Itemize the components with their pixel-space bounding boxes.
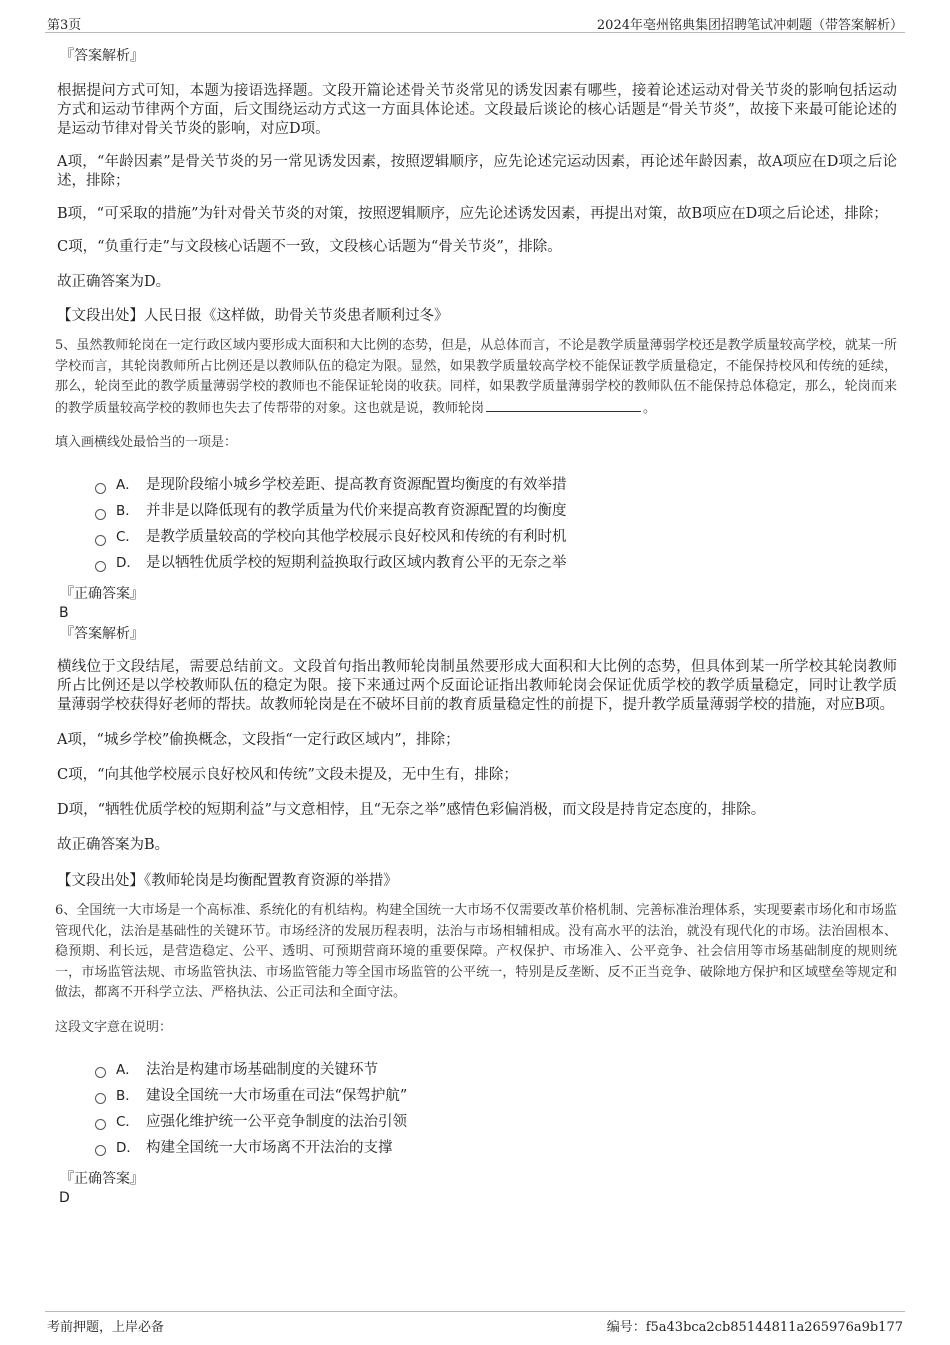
correct-answer-statement: 故正确答案为B。 bbox=[57, 837, 170, 853]
radio-button-icon[interactable] bbox=[95, 1067, 106, 1078]
footer-slogan: 考前押题，上岸必备 bbox=[47, 1320, 165, 1335]
radio-button-icon[interactable] bbox=[95, 1093, 106, 1104]
correct-answer-value: D bbox=[59, 1189, 70, 1206]
option-list bbox=[95, 472, 897, 576]
radio-button-icon[interactable] bbox=[95, 561, 106, 572]
option-b[interactable] bbox=[95, 1083, 897, 1109]
question-prompt: 这段文字意在说明： bbox=[55, 1019, 173, 1035]
correct-answer-label: 『正确答案』 bbox=[60, 1170, 144, 1187]
option-text: 构建全国统一大市场离不开法治的支撑 bbox=[146, 1139, 393, 1156]
option-text: 并非是以降低现有的教学质量为代价来提高教育资源配置的均衡度 bbox=[146, 503, 567, 519]
analysis-paragraph: 根据提问方式可知，本题为接语选择题。文段开篇论述骨关节炎常见的诱发因素有哪些，接着论述运动对骨关节炎的影响包括运动方式和运动节律两个方面，后文围绕运动方式这一方面具体论述。文段最后谈论的核心话题是“骨关节炎”，故接下来最可能论述的是运动节律对骨关节炎的影响，对应D项。 bbox=[57, 83, 897, 137]
option-text: 是教学质量较高的学校向其他学校展示良好校风和传统的有利时机 bbox=[146, 529, 567, 545]
option-letter: C． bbox=[116, 529, 139, 545]
option-text: 建设全国统一大市场重在司法“保驾护航” bbox=[146, 1087, 408, 1104]
radio-button-icon[interactable] bbox=[95, 483, 106, 494]
correct-answer-label: 『正确答案』 bbox=[60, 586, 144, 602]
fill-blank-line bbox=[486, 398, 641, 412]
analysis-paragraph: A项，“年龄因素”是骨关节炎的另一常见诱发因素，按照逻辑顺序，应先论述完运动因素，再论述年龄因素，故A项应在D项之后论述，排除； bbox=[57, 154, 897, 189]
page-footer bbox=[45, 1311, 905, 1335]
source-citation: 【文段出处】人民日报《这样做，助骨关节炎患者顺利过冬》 bbox=[57, 308, 449, 324]
radio-button-icon[interactable] bbox=[95, 1119, 106, 1130]
option-letter: B． bbox=[116, 1087, 139, 1104]
analysis-paragraph: C项，“负重行走”与文段核心话题不一致，文段核心话题为“骨关节炎”，排除。 bbox=[57, 239, 562, 255]
analysis-paragraph: C项，“向其他学校展示良好校风和传统”文段未提及，无中生有，排除； bbox=[57, 767, 518, 783]
page-header bbox=[45, 12, 905, 33]
page-number: 第3页 bbox=[47, 18, 82, 33]
option-letter: B． bbox=[116, 503, 139, 519]
page-content bbox=[57, 46, 897, 1209]
analysis-paragraph: D项，“牺牲优质学校的短期利益”与文意相悖，且“无奈之举”感情色彩偏消极，而文段是持肯定态度的，排除。 bbox=[57, 802, 766, 818]
option-text: 是现阶段缩小城乡学校差距、提高教育资源配置均衡度的有效举措 bbox=[146, 477, 567, 493]
option-letter: C． bbox=[116, 1113, 139, 1130]
option-list bbox=[95, 1057, 897, 1161]
option-text: 是以牺牲优质学校的短期利益换取行政区域内教育公平的无奈之举 bbox=[146, 555, 567, 571]
correct-answer-value: B bbox=[59, 605, 69, 621]
question-stem bbox=[55, 336, 897, 419]
option-letter: D． bbox=[116, 555, 140, 571]
option-b[interactable] bbox=[95, 498, 897, 524]
document-id: 编号：f5a43bca2cb85144811a265976a9b177 bbox=[606, 1320, 903, 1335]
option-d[interactable] bbox=[95, 1135, 897, 1161]
question-prompt: 填入画横线处最恰当的一项是： bbox=[55, 435, 238, 450]
option-text: 应强化维护统一公平竞争制度的法治引领 bbox=[146, 1113, 407, 1130]
option-a[interactable] bbox=[95, 472, 897, 498]
question-stem-text: 5、虽然教师轮岗在一定行政区域内要形成大面积和大比例的态势，但是，从总体而言，不论是教学质量薄弱学校还是教学质量较高学校，就某一所学校而言，其轮岗教师所占比例还是以教师队伍的稳定为限。显然，如果教学质量较高学校不能保证教学质量稳定，不能保持校风和传统的延续，那么，轮岗至此的教学质量薄弱学校的教师也不能保证轮岗的收获。同样，如果教学质量薄弱学校的教师队伍不能保持总体稳定，那么，轮岗而来的教学质量较高学校的教师也失去了传帮带的对象。这也就是说，教师轮岗 bbox=[55, 338, 897, 416]
option-letter: D． bbox=[116, 1139, 140, 1156]
option-c[interactable] bbox=[95, 524, 897, 550]
option-a[interactable] bbox=[95, 1057, 897, 1083]
option-c[interactable] bbox=[95, 1109, 897, 1135]
option-text: 法治是构建市场基础制度的关键环节 bbox=[146, 1061, 378, 1078]
correct-answer-statement: 故正确答案为D。 bbox=[57, 274, 171, 290]
question-stem-end: 。 bbox=[643, 400, 657, 416]
question-stem: 6、全国统一大市场是一个高标准、系统化的有机结构。构建全国统一大市场不仅需要改革价格机制、完善标准治理体系，实现要素市场化和市场监管现代化，法治是基础性的关键环节。市场经济的发展历程表明，法治与市场相辅相成。没有高水平的法治，就没有现代化的市场。法治固根本、稳预期、利长远，是营造稳定、公平、透明、可预期营商环境的重要保障。产权保护、市场准入、公平竞争、社会信用等市场基础制度的规则统一，市场监管法规、市场监管执法、市场监管能力等全国市场监管的公平统一，特别是反垄断、反不正当竞争、破除地方保护和区域壁垒等规定和做法，都离不开科学立法、严格执法、公正司法和全面守法。 bbox=[55, 903, 897, 1000]
radio-button-icon[interactable] bbox=[95, 1145, 106, 1156]
analysis-paragraph: B项，“可采取的措施”为针对骨关节炎的对策，按照逻辑顺序，应先论述诱发因素，再提出对策，故B项应在D项之后论述，排除； bbox=[57, 206, 888, 222]
analysis-paragraph: A项，“城乡学校”偷换概念，文段指“一定行政区域内”，排除； bbox=[57, 732, 460, 748]
option-d[interactable] bbox=[95, 550, 897, 576]
analysis-label: 『答案解析』 bbox=[60, 48, 144, 64]
analysis-paragraph: 横线位于文段结尾，需要总结前文。文段首句指出教师轮岗制虽然要形成大面积和大比例的态势，但具体到某一所学校其轮岗教师所占比例还是以学校教师队伍的稳定为限。接下来通过两个反面论证指出教师轮岗会保证优质学校的教学质量稳定，同时让教学质量薄弱学校获得好老师的帮扶。故教师轮岗是在不破坏目前的教育质量稳定性的前提下，提升教学质量薄弱学校的措施，对应B项。 bbox=[57, 659, 897, 713]
option-letter: A． bbox=[116, 1061, 139, 1078]
radio-button-icon[interactable] bbox=[95, 509, 106, 520]
option-letter: A． bbox=[116, 477, 139, 493]
analysis-label: 『答案解析』 bbox=[60, 626, 144, 642]
source-citation: 【文段出处】《教师轮岗是均衡配置教育资源的举措》 bbox=[57, 873, 398, 889]
radio-button-icon[interactable] bbox=[95, 535, 106, 546]
document-title: 2024年亳州铭典集团招聘笔试冲刺题（带答案解析） bbox=[596, 18, 903, 33]
